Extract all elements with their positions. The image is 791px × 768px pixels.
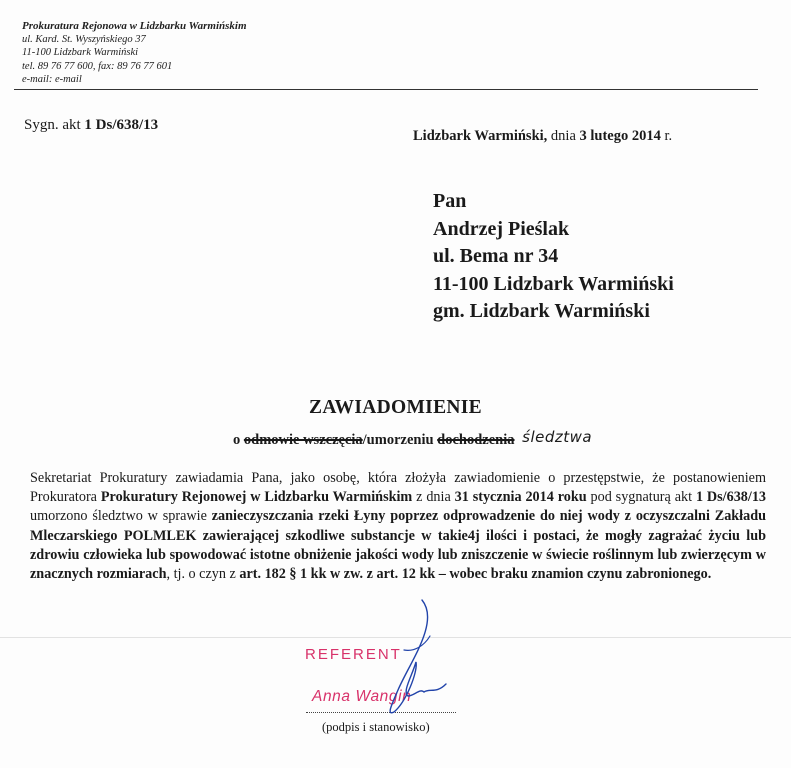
body-p2: z dnia xyxy=(416,489,451,506)
recipient-commune: gm. Lidzbark Warmiński xyxy=(433,300,650,322)
stamp-role: REFERENT xyxy=(305,646,402,663)
case-label: Sygn. akt xyxy=(24,117,81,133)
recipient-name: Andrzej Pieślak xyxy=(433,217,570,240)
recipient-street: ul. Bema nr 34 xyxy=(433,245,559,267)
date-prefix: dnia xyxy=(550,128,576,144)
notice-body xyxy=(30,469,766,584)
body-p5: , tj. o czyn z xyxy=(166,566,236,583)
subtitle-o: o xyxy=(233,432,241,448)
body-b4: zanieczyszczania rzeki Łyny poprzez odprowadzenie do niej wody z oczyszczalni Zakładu Mleczarskiego POLMLEK zawierającej szkodliwe substancje w takie4j ilości i postaci, że mogły zagrażać życiu lub zdrowiu człowieka lub spowodować istotne obniżenie jakości wody lub zniszczenie w świecie roślinnym lub zwierzęcym w znacznych rozmiarach xyxy=(30,508,767,583)
letterhead-city: 11-100 Lidzbark Warmiński xyxy=(22,47,139,59)
date: 3 lutego 2014 xyxy=(579,128,661,144)
letterhead xyxy=(22,20,247,86)
body-p1: Sekretariat Prokuratury zawiadamia Pana, jako osobę, która złożyła zawiadomienie o przestępstwie, że postanowieniem Prokuratora xyxy=(30,470,766,506)
place-and-date xyxy=(413,128,672,145)
letterhead-phone: tel. 89 76 77 600, fax: 89 76 77 601 xyxy=(22,60,173,72)
document-title: ZAWIADOMIENIE xyxy=(309,397,482,418)
place: Lidzbark Warmiński, xyxy=(413,128,548,144)
body-b1: Prokuratury Rejonowej w Lidzbarku Warmińskim xyxy=(100,489,413,506)
signature-loop xyxy=(404,636,430,650)
recipient-salutation: Pan xyxy=(433,190,467,212)
subtitle-discontinuation: /umorzeniu xyxy=(362,432,434,448)
body-p4: umorzono śledztwo w sprawie xyxy=(30,508,207,525)
letterhead-institution: Prokuratura Rejonowa w Lidzbarku Warmińskim xyxy=(22,20,247,32)
body-b2: 31 stycznia 2014 roku xyxy=(454,489,587,506)
signature-caption: (podpis i stanowisko) xyxy=(322,720,430,734)
handwritten-investigation: śledztwa xyxy=(522,428,593,446)
struck-inquiry: dochodzenia xyxy=(437,432,515,448)
letterhead-divider xyxy=(14,89,758,90)
handwritten-signature xyxy=(290,592,460,732)
stamp-name: Anna Wangin xyxy=(312,688,412,705)
struck-refusal: odmowie wszczęcia xyxy=(243,432,363,448)
case-number: 1 Ds/638/13 xyxy=(84,117,159,133)
recipient-city: 11-100 Lidzbark Warmiński xyxy=(433,272,674,295)
signature-stroke xyxy=(390,600,446,713)
letterhead-street: ul. Kard. St. Wyszyńskiego 37 xyxy=(22,34,146,46)
body-b5: art. 182 § 1 kk w zw. z art. 12 kk – wobec braku znamion czynu zabronionego. xyxy=(239,566,712,583)
document-subtitle xyxy=(233,428,592,449)
recipient-address xyxy=(433,188,674,326)
body-b3: 1 Ds/638/13 xyxy=(695,489,767,506)
case-reference xyxy=(24,117,158,134)
date-suffix: r. xyxy=(664,128,673,144)
body-p3: pod sygnaturą akt xyxy=(590,489,693,506)
letterhead-email: e-mail: e-mail xyxy=(22,73,82,85)
